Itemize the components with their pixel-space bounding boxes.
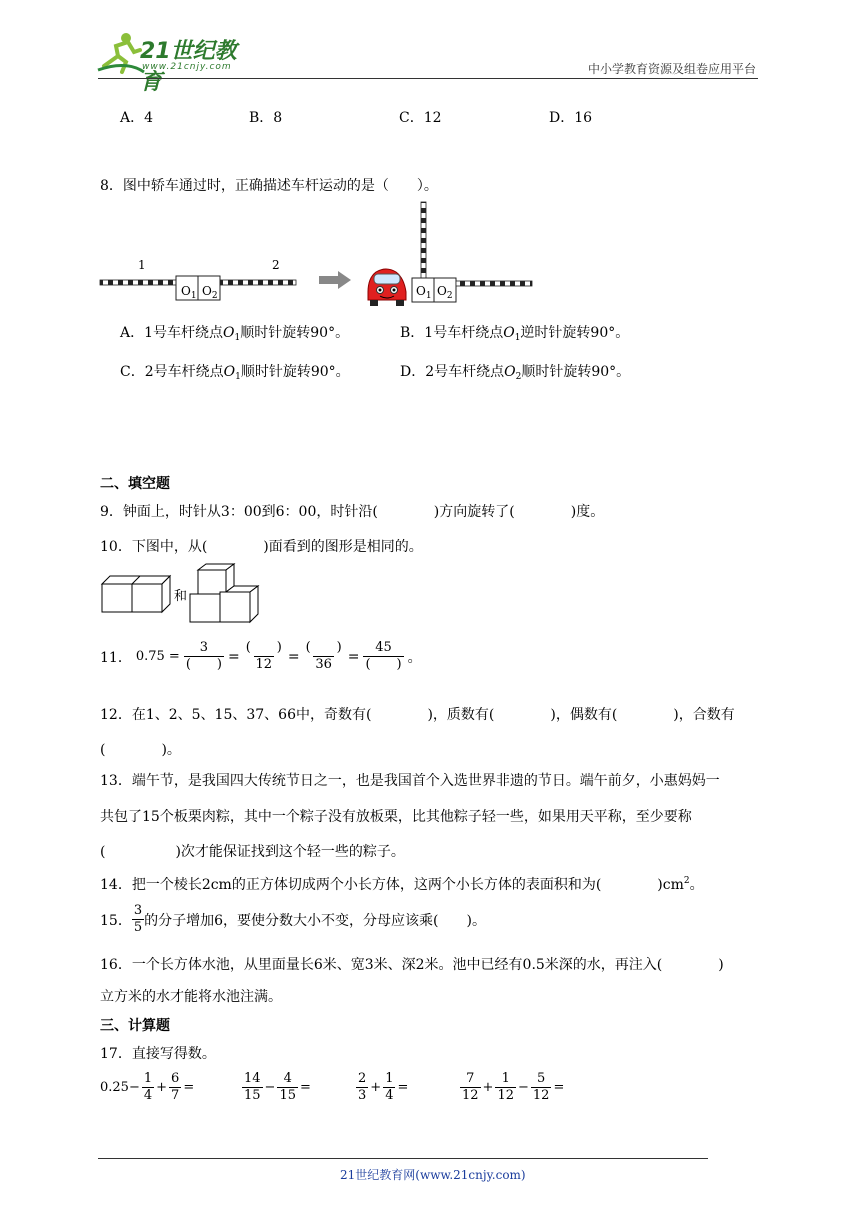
q14: 14．把一个棱长2cm的正方体切成两个小长方体，这两个小长方体的表面积和为( )$cm^2$。: [100, 876, 704, 893]
q11: 11． 0.75 = $\frac{3}{( )}$ = $\frac{( )}{12}$ = $\frac{( )}{36}$ = $\frac{45}{( )}$ 。: [100, 640, 422, 672]
pivot-o1-after: $O_1$: [416, 284, 432, 301]
q13-line-2: 共包了15个板栗肉粽，其中一个粽子没有放板栗，比其他粽子轻一些，如果用天平称，至少要称: [100, 809, 692, 825]
q11-frac-3: $\frac{( )}{36}$: [305, 640, 342, 672]
pivot-o2-after: $O_2$: [437, 284, 453, 301]
footer-divider: [98, 1158, 708, 1159]
cube-figure-2: [188, 562, 260, 626]
q8-option-a: A．1号车杆绕点$O_1$顺时针旋转90°。: [120, 325, 350, 343]
header-divider: [98, 78, 758, 79]
q16-line-2: 立方米的水才能将水池注满。: [100, 989, 282, 1005]
section-fill-blank-title: 二、填空题: [100, 476, 170, 492]
q9: 9．钟面上，时针从3：00到6：00，时针沿( )方向旋转了( )度。: [100, 504, 605, 520]
calc-expr-2: $\frac{14}{15}$ − $\frac{4}{15}$ =: [244, 1071, 311, 1103]
q11-frac-4: $\frac{45}{( )}$: [365, 640, 402, 672]
q7-option-d: D．16: [549, 110, 593, 126]
q8-option-c: C．2号车杆绕点$O_1$顺时针旋转90°。: [120, 364, 350, 382]
calc-expr-4: $\frac{7}{12}$ + $\frac{1}{12}$ − $\frac{5}{12}$ =: [462, 1071, 565, 1103]
q10-and-label: 和: [174, 589, 188, 604]
cube-figure-1: [100, 572, 172, 614]
q10: 10．下图中，从( )面看到的图形是相同的。: [100, 539, 423, 555]
car-icon: [362, 264, 412, 308]
q15: 15． $\frac{3}{5}$ 的分子增加6，要使分数大小不变，分母应该乘( )。: [100, 903, 486, 935]
barrier-label-1: 1: [138, 258, 146, 272]
q11-frac-2: $\frac{( )}{12}$: [245, 640, 282, 672]
q8-stem: 8．图中轿车通过时，正确描述车杆运动的是（ ）。: [100, 178, 438, 194]
section-calc-title: 三、计算题: [100, 1018, 170, 1034]
pivot-o1-before: $O_1$: [181, 284, 197, 301]
q16-line-1: 16．一个长方体水池，从里面量长6米、宽3米、深2米。池中已经有0.5米深的水，再注入( ): [100, 957, 724, 973]
q13-line-3: ( )次才能保证找到这个轻一些的粽子。: [100, 844, 405, 860]
q12-line-2: ( )。: [100, 742, 181, 758]
q7-option-a: A．4: [120, 110, 154, 126]
logo-text: 21世纪教育: [140, 39, 237, 95]
q8-option-b: B．1号车杆绕点$O_1$逆时针旋转90°。: [400, 325, 630, 343]
barrier-figure-before: [98, 255, 298, 305]
q7-option-c: C．12: [399, 110, 442, 126]
calc-expr-3: $\frac{2}{3}$ + $\frac{1}{4}$ =: [358, 1071, 409, 1103]
right-arrow-icon: [318, 270, 352, 290]
q17: 17．直接写得数。: [100, 1046, 216, 1062]
q7-option-b: B．8: [249, 110, 283, 126]
barrier-label-2: 2: [272, 258, 280, 272]
header-platform-name: 中小学教育资源及组卷应用平台: [587, 62, 756, 76]
q8-option-d: D．2号车杆绕点$O_2$顺时针旋转90°。: [400, 364, 631, 382]
logo-url: www.21cnjy.com: [142, 62, 232, 72]
q12-line-1: 12．在1、2、5、15、37、66中，奇数有( )，质数有( )，偶数有( )，合数有: [100, 707, 735, 723]
site-logo[interactable]: [96, 30, 256, 95]
q13-line-1: 13．端午节，是我国四大传统节日之一，也是我国首个入选世界非遗的节日。端午前夕，小惠妈妈一: [100, 773, 720, 789]
footer-link[interactable]: 21世纪教育网(www.21cnjy.com): [340, 1168, 526, 1182]
q15-fraction: $\frac{3}{5}$: [133, 903, 143, 935]
q11-frac-1: $\frac{3}{( )}$: [185, 640, 222, 672]
pivot-o2-before: $O_2$: [202, 284, 218, 301]
calc-expr-1: 0.25− $\frac{1}{4}$ + $\frac{6}{7}$ =: [100, 1071, 195, 1103]
